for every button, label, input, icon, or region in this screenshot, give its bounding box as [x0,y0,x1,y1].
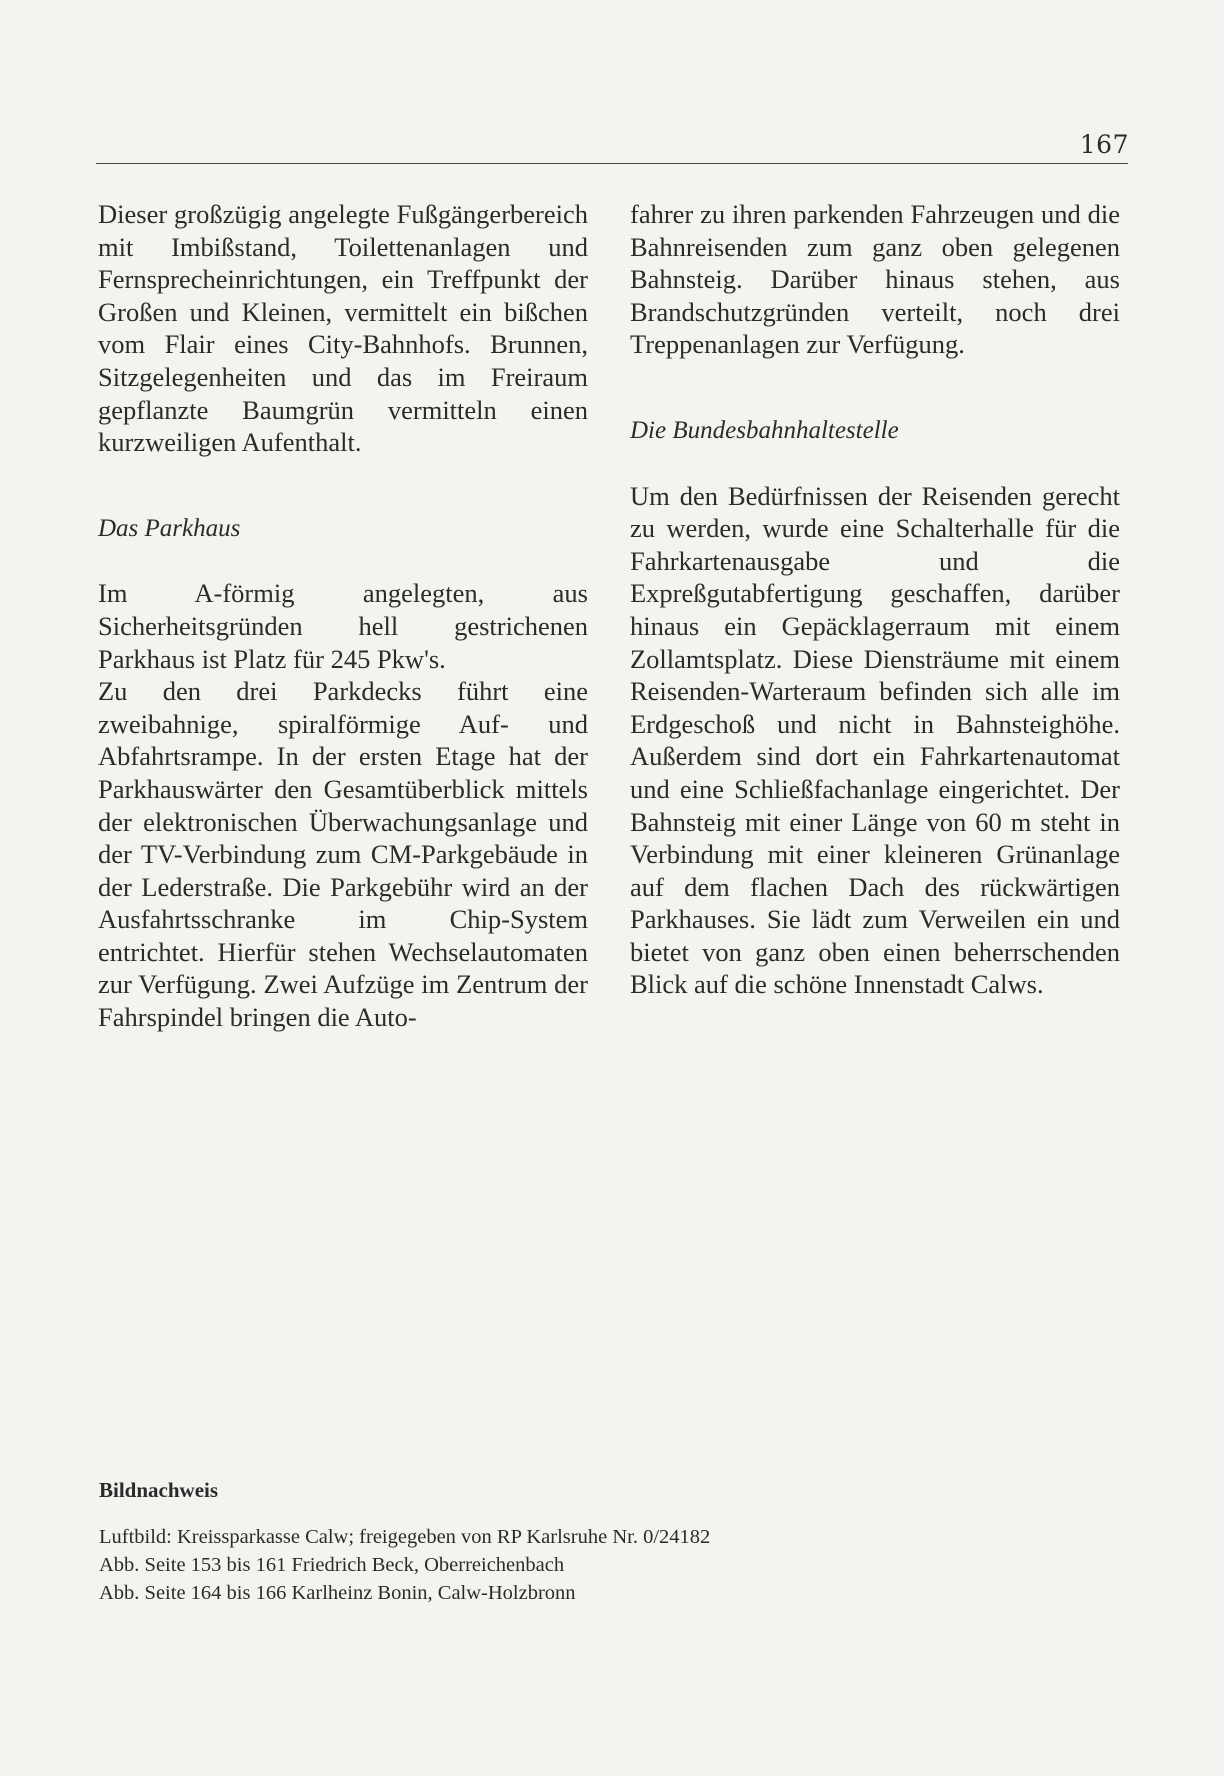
image-credits [99,1523,710,1607]
credit-line: Abb. Seite 164 bis 166 Karlheinz Bonin, Calw-Holzbronn [99,1582,576,1604]
credit-line: Abb. Seite 153 bis 161 Friedrich Beck, Oberreichenbach [99,1554,565,1576]
continuation-paragraph: fahrer zu ihren parkenden Fahrzeugen und die Bahnreisenden zum ganz oben gelegenen Bahnsteig. Darüber hinaus stehen, aus Brandschutzgründen verteilt, noch drei Treppenanlagen zur Verfügung. [630,199,1120,360]
header-rule [96,163,1128,164]
section-heading-bundesbahnhaltestelle: Die Bundesbahnhaltestelle [630,416,899,444]
parkhaus-paragraph-1: Im A-förmig angelegten, aus Sicherheitsgründen hell gestrichenen Parkhaus ist Platz für 245 Pkw's. [98,578,588,674]
bildnachweis-title: Bildnachweis [99,1478,219,1502]
credit-line: Luftbild: Kreissparkasse Calw; freigegeben von RP Karlsruhe Nr. 0/24182 [99,1526,711,1548]
right-column [630,198,1120,1001]
intro-paragraph: Dieser großzügig angelegte Fußgängerbereich mit Imbißstand, Toilettenanlagen und Fernsprecheinrichtungen, ein Treffpunkt der Großen und Kleinen, vermittelt ein bißchen vom Flair eines City-Bahnhofs. Brunnen, Sitzgelegenheiten und das im Freiraum gepflanzte Baumgrün vermitteln einen kurzweiligen Aufenthalt. [98,199,588,458]
haltestelle-paragraph: Um den Bedürfnissen der Reisenden gerecht zu werden, wurde eine Schalterhalle für die Fahrkartenausgabe und die Expreßgutabfertigung geschaffen, darüber hinaus ein Gepäcklagerraum mit einem Zollamtsplatz. Diese Diensträume mit einem Reisenden-Warteraum befinden sich alle im Erdgeschoß und nicht in Bahnsteighöhe. Außerdem sind dort ein Fahrkartenautomat und eine Schließfachanlage eingerichtet. Der Bahnsteig mit einer Länge von 60 m steht in Verbindung mit einer kleineren Grünanlage auf dem flachen Dach des rückwärtigen Parkhauses. Sie lädt zum Verweilen ein und bietet von ganz oben einen beherrschenden Blick auf die schöne Innenstadt Calws. [630,480,1120,1000]
left-column [98,198,588,1034]
parkhaus-paragraph-2: Zu den drei Parkdecks führt eine zweibahnige, spiralförmige Auf- und Abfahrtsrampe. In der ersten Etage hat der Parkhauswärter den Gesamtüberblick mittels der elektronischen Überwachungsanlage und der TV-Verbindung zum CM-Parkgebäude in der Lederstraße. Die Parkgebühr wird an der Ausfahrtsschranke im Chip-System entrichtet. Hierfür stehen Wechselautomaten zur Verfügung. Zwei Aufzüge im Zentrum der Fahrspindel bringen die Auto- [98,676,588,1033]
section-heading-parkhaus: Das Parkhaus [98,514,241,542]
page-number: 167 [1079,130,1129,159]
